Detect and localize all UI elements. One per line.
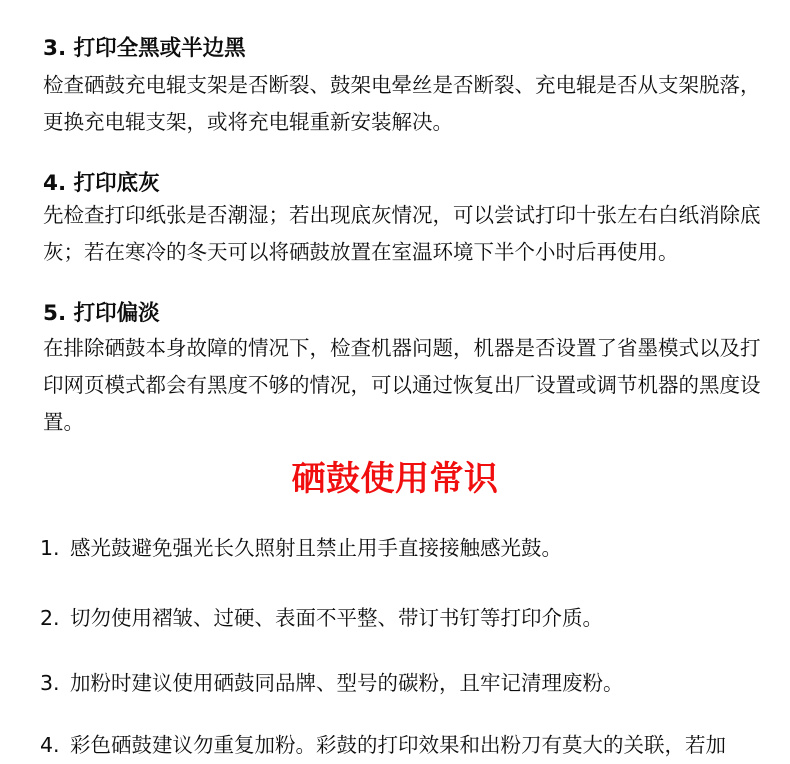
list-item-number: 2. xyxy=(40,606,60,630)
list-item xyxy=(40,530,562,567)
list-item-text: 彩色硒鼓建议勿重复加粉。彩鼓的打印效果和出粉刀有莫大的关联，若加 xyxy=(70,733,726,757)
paragraph-line: 在排除硒鼓本身故障的情况下，检查机器问题，机器是否设置了省墨模式以及打 xyxy=(43,336,761,360)
paragraph-line: 更换充电辊支架，或将充电辊重新安装解决。 xyxy=(43,110,453,134)
paragraph-line: 检查硒鼓充电辊支架是否断裂、鼓架电晕丝是否断裂、充电辊是否从支架脱落， xyxy=(43,73,761,97)
list-item-text: 感光鼓避免强光长久照射且禁止用手直接接触感光鼓。 xyxy=(70,536,562,560)
list-item-number: 1. xyxy=(40,536,60,560)
list-item-number: 3. xyxy=(40,671,60,695)
list-item-text: 切勿使用褶皱、过硬、表面不平整、带订书钉等打印介质。 xyxy=(70,606,603,630)
list-item xyxy=(40,600,603,637)
section-heading-print-too-light: 5. 打印偏淡 xyxy=(43,301,160,326)
paragraph-line: 置。 xyxy=(43,410,84,434)
paragraph-line: 先检查打印纸张是否潮湿；若出现底灰情况，可以尝试打印十张左右白纸消除底 xyxy=(43,203,761,227)
section-heading-print-gray-background: 4. 打印底灰 xyxy=(43,171,160,196)
list-item xyxy=(40,727,726,764)
page-title-toner-usage-knowledge: 硒鼓使用常识 xyxy=(291,459,499,499)
list-item-number: 4. xyxy=(40,733,60,757)
section-body-print-too-light xyxy=(43,330,761,441)
section-heading-print-all-black: 3. 打印全黑或半边黑 xyxy=(43,36,246,61)
section-body-print-all-black xyxy=(43,67,761,141)
list-item xyxy=(40,665,624,702)
paragraph-line: 灰；若在寒冷的冬天可以将硒鼓放置在室温环境下半个小时后再使用。 xyxy=(43,240,679,264)
list-item-text: 加粉时建议使用硒鼓同品牌、型号的碳粉，且牢记清理废粉。 xyxy=(70,671,624,695)
paragraph-line: 印网页模式都会有黑度不够的情况，可以通过恢复出厂设置或调节机器的黑度设 xyxy=(43,373,761,397)
section-body-print-gray-background xyxy=(43,197,761,271)
